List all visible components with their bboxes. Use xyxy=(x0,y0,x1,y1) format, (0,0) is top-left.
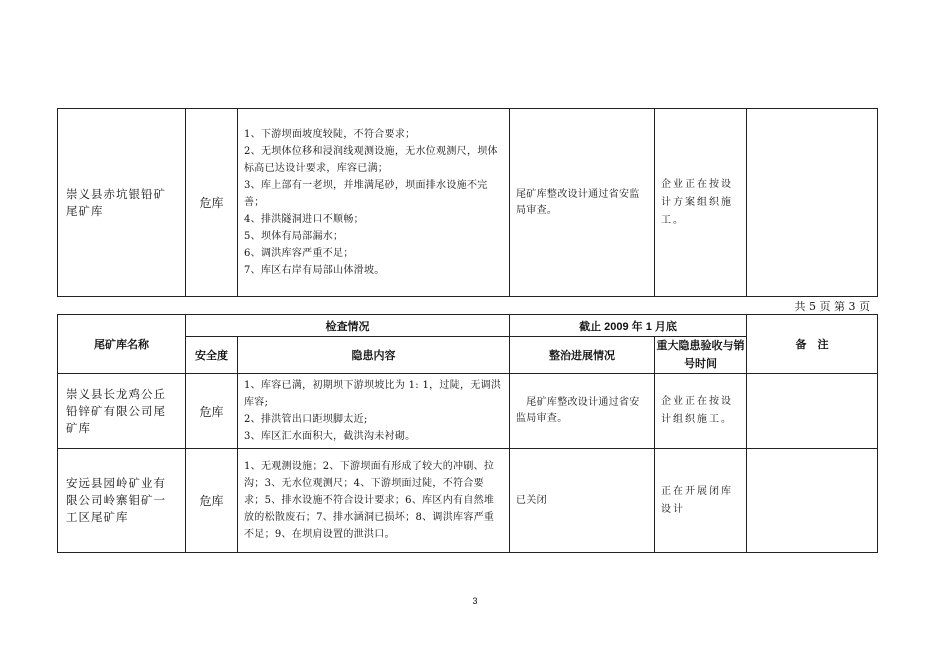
progress-cell: 尾矿库整改设计通过省安监局审查。 xyxy=(510,374,655,449)
hazard-list-cell xyxy=(238,449,510,553)
hazard-item: 1、无观测设施；2、下游坝面有形成了较大的冲刷、拉沟；3、无水位观测尺；4、下游坝面过陡，不符合要求；5、排水设施不符合设计要求；6、库区内有自然堆放的松散废石；7、排水涵洞已损坏；8、调洪库容严重不足；9、在坝肩设置的泄洪口。 xyxy=(244,461,495,540)
safety-level-cell: 危库 xyxy=(186,449,238,553)
hazard-item: 3、库上部有一老坝，并堆满尾砂，坝面排水设施不完善； xyxy=(244,180,488,208)
hazard-item: 1、下游坝面坡度较陡，不符合要求； xyxy=(244,129,416,140)
remark-cell xyxy=(747,449,878,553)
safety-level-cell: 危库 xyxy=(186,109,238,297)
table-header-row xyxy=(58,315,878,337)
header-inspection: 检查情况 xyxy=(186,315,510,337)
top-hazard-table xyxy=(57,108,878,297)
acceptance-cell: 正在开展闭库设计 xyxy=(655,449,747,553)
hazard-table xyxy=(57,314,878,553)
hazard-item: 6、调洪库容严重不足； xyxy=(244,248,354,259)
tailings-name-cell: 崇义县赤坑银铅矿尾矿库 xyxy=(58,109,186,297)
page-count-note: 共 5 页 第 3 页 xyxy=(794,300,870,313)
hazard-item: 3、库区汇水面积大，截洪沟未衬砌。 xyxy=(244,431,416,442)
header-safety: 安全度 xyxy=(186,337,238,374)
progress-cell: 已关闭 xyxy=(510,449,655,553)
acceptance-cell: 企业正在按设计方案组织施工。 xyxy=(655,109,747,297)
table-row xyxy=(58,449,878,553)
acceptance-cell: 企业正在按设计组织施工。 xyxy=(655,374,747,449)
safety-level-cell: 危库 xyxy=(186,374,238,449)
progress-cell: 尾矿库整改设计通过省安监局审查。 xyxy=(510,109,655,297)
header-progress: 整治进展情况 xyxy=(510,337,655,374)
header-name: 尾矿库名称 xyxy=(58,315,186,374)
header-deadline: 截止 2009 年 1 月底 xyxy=(510,315,747,337)
remark-cell xyxy=(747,374,878,449)
table-row xyxy=(58,109,878,297)
hazard-item: 1、库容已满，初期坝下游坝坡比为 1: 1，过陡，无调洪库容; xyxy=(244,380,502,408)
header-acceptance: 重大隐患验收与销号时间 xyxy=(655,337,747,374)
hazard-item: 2、排洪管出口距坝脚太近; xyxy=(244,414,368,425)
header-hazards: 隐患内容 xyxy=(238,337,510,374)
hazard-item: 4、排洪隧洞进口不顺畅； xyxy=(244,214,364,225)
hazard-list-cell xyxy=(238,109,510,297)
page-number: 3 xyxy=(472,596,478,606)
tailings-name-cell: 安远县园岭矿业有限公司岭寨钼矿一工区尾矿库 xyxy=(58,449,186,553)
hazard-list-cell xyxy=(238,374,510,449)
table-row xyxy=(58,374,878,449)
hazard-item: 5、坝体有局部漏水； xyxy=(244,231,344,242)
remark-cell xyxy=(747,109,878,297)
tailings-name-cell: 崇义县长龙鸡公丘铅锌矿有限公司尾矿库 xyxy=(58,374,186,449)
hazard-item: 7、库区右岸有局部山体滑坡。 xyxy=(244,265,385,276)
header-remark: 备 注 xyxy=(747,315,878,374)
hazard-item: 2、无坝体位移和浸润线观测设施，无水位观测尺，坝体标高已达设计要求，库容已满； xyxy=(244,146,498,174)
